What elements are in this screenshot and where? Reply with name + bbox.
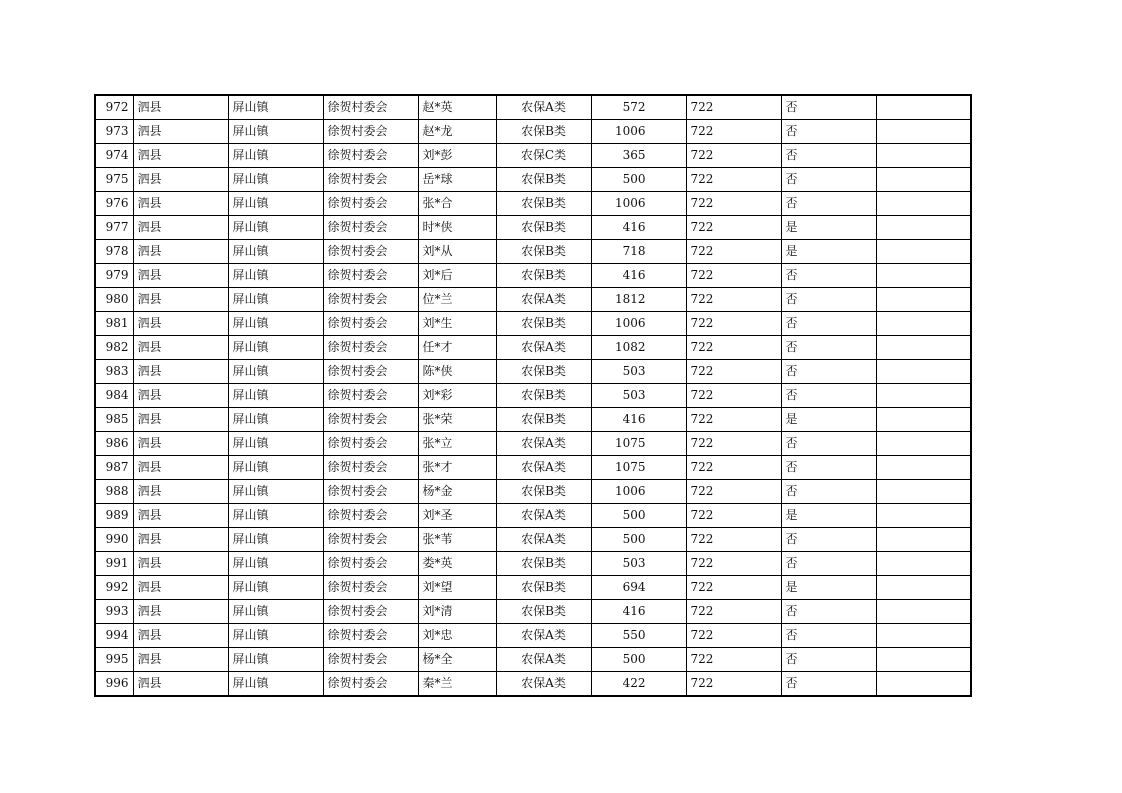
amount-cell: 500	[591, 504, 686, 528]
remark-cell	[876, 336, 971, 360]
category-cell: 农保B类	[496, 312, 591, 336]
village-cell: 徐贺村委会	[323, 360, 418, 384]
village-cell: 徐贺村委会	[323, 384, 418, 408]
flag-cell: 否	[781, 624, 876, 648]
name-cell: 张*苇	[418, 528, 496, 552]
category-cell: 农保A类	[496, 336, 591, 360]
category-cell: 农保B类	[496, 264, 591, 288]
standard-cell: 722	[686, 216, 781, 240]
name-cell: 秦*兰	[418, 672, 496, 697]
flag-cell: 否	[781, 648, 876, 672]
table-row	[95, 600, 971, 624]
name-cell: 刘*圣	[418, 504, 496, 528]
category-cell: 农保A类	[496, 288, 591, 312]
remark-cell	[876, 95, 971, 120]
village-cell: 徐贺村委会	[323, 576, 418, 600]
table-row	[95, 624, 971, 648]
county-cell: 泗县	[133, 192, 228, 216]
county-cell: 泗县	[133, 360, 228, 384]
amount-cell: 1075	[591, 432, 686, 456]
category-cell: 农保B类	[496, 552, 591, 576]
county-cell: 泗县	[133, 528, 228, 552]
name-cell: 位*兰	[418, 288, 496, 312]
county-cell: 泗县	[133, 576, 228, 600]
amount-cell: 416	[591, 600, 686, 624]
county-cell: 泗县	[133, 672, 228, 697]
amount-cell: 1006	[591, 192, 686, 216]
flag-cell: 否	[781, 432, 876, 456]
remark-cell	[876, 600, 971, 624]
amount-cell: 365	[591, 144, 686, 168]
row-number: 980	[95, 288, 133, 312]
flag-cell: 是	[781, 216, 876, 240]
standard-cell: 722	[686, 624, 781, 648]
name-cell: 刘*从	[418, 240, 496, 264]
row-number: 984	[95, 384, 133, 408]
table-body	[95, 95, 971, 696]
remark-cell	[876, 528, 971, 552]
remark-cell	[876, 288, 971, 312]
flag-cell: 是	[781, 240, 876, 264]
table-row	[95, 240, 971, 264]
county-cell: 泗县	[133, 288, 228, 312]
remark-cell	[876, 408, 971, 432]
category-cell: 农保C类	[496, 144, 591, 168]
amount-cell: 416	[591, 216, 686, 240]
amount-cell: 1006	[591, 120, 686, 144]
town-cell: 屏山镇	[228, 168, 323, 192]
category-cell: 农保B类	[496, 216, 591, 240]
table-row	[95, 456, 971, 480]
table-row	[95, 576, 971, 600]
remark-cell	[876, 576, 971, 600]
village-cell: 徐贺村委会	[323, 336, 418, 360]
name-cell: 刘*清	[418, 600, 496, 624]
town-cell: 屏山镇	[228, 312, 323, 336]
town-cell: 屏山镇	[228, 384, 323, 408]
standard-cell: 722	[686, 144, 781, 168]
standard-cell: 722	[686, 552, 781, 576]
flag-cell: 是	[781, 504, 876, 528]
town-cell: 屏山镇	[228, 120, 323, 144]
amount-cell: 1082	[591, 336, 686, 360]
standard-cell: 722	[686, 192, 781, 216]
category-cell: 农保B类	[496, 360, 591, 384]
town-cell: 屏山镇	[228, 624, 323, 648]
amount-cell: 1075	[591, 456, 686, 480]
row-number: 973	[95, 120, 133, 144]
name-cell: 赵*龙	[418, 120, 496, 144]
table-row	[95, 336, 971, 360]
county-cell: 泗县	[133, 384, 228, 408]
standard-cell: 722	[686, 408, 781, 432]
town-cell: 屏山镇	[228, 672, 323, 697]
village-cell: 徐贺村委会	[323, 95, 418, 120]
standard-cell: 722	[686, 600, 781, 624]
flag-cell: 是	[781, 576, 876, 600]
remark-cell	[876, 504, 971, 528]
flag-cell: 否	[781, 168, 876, 192]
village-cell: 徐贺村委会	[323, 168, 418, 192]
table-row	[95, 384, 971, 408]
town-cell: 屏山镇	[228, 576, 323, 600]
row-number: 989	[95, 504, 133, 528]
row-number: 990	[95, 528, 133, 552]
standard-cell: 722	[686, 432, 781, 456]
remark-cell	[876, 312, 971, 336]
flag-cell: 否	[781, 528, 876, 552]
row-number: 994	[95, 624, 133, 648]
name-cell: 刘*后	[418, 264, 496, 288]
town-cell: 屏山镇	[228, 144, 323, 168]
remark-cell	[876, 384, 971, 408]
amount-cell: 503	[591, 360, 686, 384]
town-cell: 屏山镇	[228, 432, 323, 456]
village-cell: 徐贺村委会	[323, 672, 418, 697]
flag-cell: 是	[781, 408, 876, 432]
name-cell: 杨*金	[418, 480, 496, 504]
standard-cell: 722	[686, 384, 781, 408]
row-number: 986	[95, 432, 133, 456]
row-number: 974	[95, 144, 133, 168]
name-cell: 娄*英	[418, 552, 496, 576]
amount-cell: 503	[591, 552, 686, 576]
category-cell: 农保A类	[496, 504, 591, 528]
standard-cell: 722	[686, 240, 781, 264]
name-cell: 刘*彩	[418, 384, 496, 408]
county-cell: 泗县	[133, 95, 228, 120]
standard-cell: 722	[686, 504, 781, 528]
amount-cell: 1006	[591, 480, 686, 504]
amount-cell: 416	[591, 264, 686, 288]
remark-cell	[876, 432, 971, 456]
table-row	[95, 120, 971, 144]
village-cell: 徐贺村委会	[323, 192, 418, 216]
category-cell: 农保A类	[496, 672, 591, 697]
standard-cell: 722	[686, 336, 781, 360]
table-row	[95, 192, 971, 216]
category-cell: 农保B类	[496, 480, 591, 504]
name-cell: 张*合	[418, 192, 496, 216]
village-cell: 徐贺村委会	[323, 264, 418, 288]
category-cell: 农保B类	[496, 192, 591, 216]
row-number: 976	[95, 192, 133, 216]
table-row	[95, 95, 971, 120]
data-table	[94, 94, 972, 697]
town-cell: 屏山镇	[228, 192, 323, 216]
row-number: 979	[95, 264, 133, 288]
category-cell: 农保B类	[496, 408, 591, 432]
standard-cell: 722	[686, 312, 781, 336]
flag-cell: 否	[781, 288, 876, 312]
county-cell: 泗县	[133, 408, 228, 432]
village-cell: 徐贺村委会	[323, 240, 418, 264]
flag-cell: 否	[781, 120, 876, 144]
town-cell: 屏山镇	[228, 336, 323, 360]
village-cell: 徐贺村委会	[323, 648, 418, 672]
row-number: 993	[95, 600, 133, 624]
category-cell: 农保B类	[496, 600, 591, 624]
village-cell: 徐贺村委会	[323, 528, 418, 552]
name-cell: 张*立	[418, 432, 496, 456]
table-row	[95, 480, 971, 504]
amount-cell: 503	[591, 384, 686, 408]
standard-cell: 722	[686, 480, 781, 504]
amount-cell: 1812	[591, 288, 686, 312]
county-cell: 泗县	[133, 432, 228, 456]
row-number: 991	[95, 552, 133, 576]
remark-cell	[876, 168, 971, 192]
town-cell: 屏山镇	[228, 480, 323, 504]
village-cell: 徐贺村委会	[323, 216, 418, 240]
name-cell: 刘*生	[418, 312, 496, 336]
county-cell: 泗县	[133, 552, 228, 576]
row-number: 978	[95, 240, 133, 264]
amount-cell: 718	[591, 240, 686, 264]
category-cell: 农保B类	[496, 384, 591, 408]
remark-cell	[876, 216, 971, 240]
county-cell: 泗县	[133, 120, 228, 144]
village-cell: 徐贺村委会	[323, 432, 418, 456]
table-row	[95, 168, 971, 192]
county-cell: 泗县	[133, 144, 228, 168]
standard-cell: 722	[686, 95, 781, 120]
county-cell: 泗县	[133, 312, 228, 336]
category-cell: 农保A类	[496, 648, 591, 672]
town-cell: 屏山镇	[228, 504, 323, 528]
name-cell: 陈*侠	[418, 360, 496, 384]
county-cell: 泗县	[133, 240, 228, 264]
table-row	[95, 360, 971, 384]
table-row	[95, 312, 971, 336]
town-cell: 屏山镇	[228, 95, 323, 120]
flag-cell: 否	[781, 336, 876, 360]
standard-cell: 722	[686, 456, 781, 480]
category-cell: 农保A类	[496, 624, 591, 648]
county-cell: 泗县	[133, 648, 228, 672]
village-cell: 徐贺村委会	[323, 504, 418, 528]
standard-cell: 722	[686, 168, 781, 192]
town-cell: 屏山镇	[228, 288, 323, 312]
village-cell: 徐贺村委会	[323, 144, 418, 168]
row-number: 992	[95, 576, 133, 600]
amount-cell: 422	[591, 672, 686, 697]
amount-cell: 694	[591, 576, 686, 600]
category-cell: 农保A类	[496, 528, 591, 552]
name-cell: 赵*英	[418, 95, 496, 120]
remark-cell	[876, 360, 971, 384]
flag-cell: 否	[781, 264, 876, 288]
town-cell: 屏山镇	[228, 408, 323, 432]
county-cell: 泗县	[133, 216, 228, 240]
county-cell: 泗县	[133, 624, 228, 648]
table-row	[95, 408, 971, 432]
county-cell: 泗县	[133, 336, 228, 360]
category-cell: 农保B类	[496, 120, 591, 144]
village-cell: 徐贺村委会	[323, 456, 418, 480]
remark-cell	[876, 120, 971, 144]
category-cell: 农保B类	[496, 168, 591, 192]
remark-cell	[876, 240, 971, 264]
village-cell: 徐贺村委会	[323, 600, 418, 624]
flag-cell: 否	[781, 456, 876, 480]
row-number: 988	[95, 480, 133, 504]
category-cell: 农保B类	[496, 576, 591, 600]
county-cell: 泗县	[133, 264, 228, 288]
remark-cell	[876, 672, 971, 697]
row-number: 977	[95, 216, 133, 240]
table-row	[95, 672, 971, 697]
village-cell: 徐贺村委会	[323, 624, 418, 648]
category-cell: 农保B类	[496, 240, 591, 264]
category-cell: 农保A类	[496, 95, 591, 120]
remark-cell	[876, 552, 971, 576]
row-number: 972	[95, 95, 133, 120]
row-number: 995	[95, 648, 133, 672]
flag-cell: 否	[781, 144, 876, 168]
county-cell: 泗县	[133, 480, 228, 504]
row-number: 975	[95, 168, 133, 192]
row-number: 983	[95, 360, 133, 384]
flag-cell: 否	[781, 95, 876, 120]
row-number: 981	[95, 312, 133, 336]
standard-cell: 722	[686, 672, 781, 697]
village-cell: 徐贺村委会	[323, 312, 418, 336]
table-row	[95, 288, 971, 312]
table-row	[95, 264, 971, 288]
remark-cell	[876, 624, 971, 648]
name-cell: 刘*彭	[418, 144, 496, 168]
amount-cell: 500	[591, 168, 686, 192]
amount-cell: 550	[591, 624, 686, 648]
name-cell: 岳*球	[418, 168, 496, 192]
table-row	[95, 552, 971, 576]
name-cell: 杨*全	[418, 648, 496, 672]
remark-cell	[876, 192, 971, 216]
standard-cell: 722	[686, 576, 781, 600]
town-cell: 屏山镇	[228, 456, 323, 480]
name-cell: 刘*望	[418, 576, 496, 600]
county-cell: 泗县	[133, 168, 228, 192]
standard-cell: 722	[686, 528, 781, 552]
name-cell: 时*侠	[418, 216, 496, 240]
remark-cell	[876, 264, 971, 288]
flag-cell: 否	[781, 600, 876, 624]
town-cell: 屏山镇	[228, 600, 323, 624]
row-number: 996	[95, 672, 133, 697]
town-cell: 屏山镇	[228, 528, 323, 552]
flag-cell: 否	[781, 384, 876, 408]
name-cell: 任*才	[418, 336, 496, 360]
amount-cell: 1006	[591, 312, 686, 336]
village-cell: 徐贺村委会	[323, 288, 418, 312]
town-cell: 屏山镇	[228, 264, 323, 288]
table-row	[95, 648, 971, 672]
row-number: 987	[95, 456, 133, 480]
amount-cell: 416	[591, 408, 686, 432]
remark-cell	[876, 648, 971, 672]
name-cell: 张*荣	[418, 408, 496, 432]
table-row	[95, 144, 971, 168]
remark-cell	[876, 144, 971, 168]
village-cell: 徐贺村委会	[323, 480, 418, 504]
county-cell: 泗县	[133, 456, 228, 480]
standard-cell: 722	[686, 360, 781, 384]
flag-cell: 否	[781, 672, 876, 697]
village-cell: 徐贺村委会	[323, 552, 418, 576]
town-cell: 屏山镇	[228, 552, 323, 576]
table-row	[95, 216, 971, 240]
remark-cell	[876, 480, 971, 504]
town-cell: 屏山镇	[228, 240, 323, 264]
amount-cell: 500	[591, 528, 686, 552]
table-row	[95, 432, 971, 456]
town-cell: 屏山镇	[228, 360, 323, 384]
remark-cell	[876, 456, 971, 480]
town-cell: 屏山镇	[228, 216, 323, 240]
village-cell: 徐贺村委会	[323, 408, 418, 432]
amount-cell: 500	[591, 648, 686, 672]
county-cell: 泗县	[133, 504, 228, 528]
county-cell: 泗县	[133, 600, 228, 624]
row-number: 985	[95, 408, 133, 432]
amount-cell: 572	[591, 95, 686, 120]
standard-cell: 722	[686, 120, 781, 144]
name-cell: 张*才	[418, 456, 496, 480]
village-cell: 徐贺村委会	[323, 120, 418, 144]
standard-cell: 722	[686, 288, 781, 312]
flag-cell: 否	[781, 360, 876, 384]
standard-cell: 722	[686, 648, 781, 672]
standard-cell: 722	[686, 264, 781, 288]
town-cell: 屏山镇	[228, 648, 323, 672]
table-row	[95, 504, 971, 528]
flag-cell: 否	[781, 312, 876, 336]
category-cell: 农保A类	[496, 456, 591, 480]
flag-cell: 否	[781, 192, 876, 216]
flag-cell: 否	[781, 552, 876, 576]
row-number: 982	[95, 336, 133, 360]
table-row	[95, 528, 971, 552]
flag-cell: 否	[781, 480, 876, 504]
category-cell: 农保A类	[496, 432, 591, 456]
name-cell: 刘*忠	[418, 624, 496, 648]
